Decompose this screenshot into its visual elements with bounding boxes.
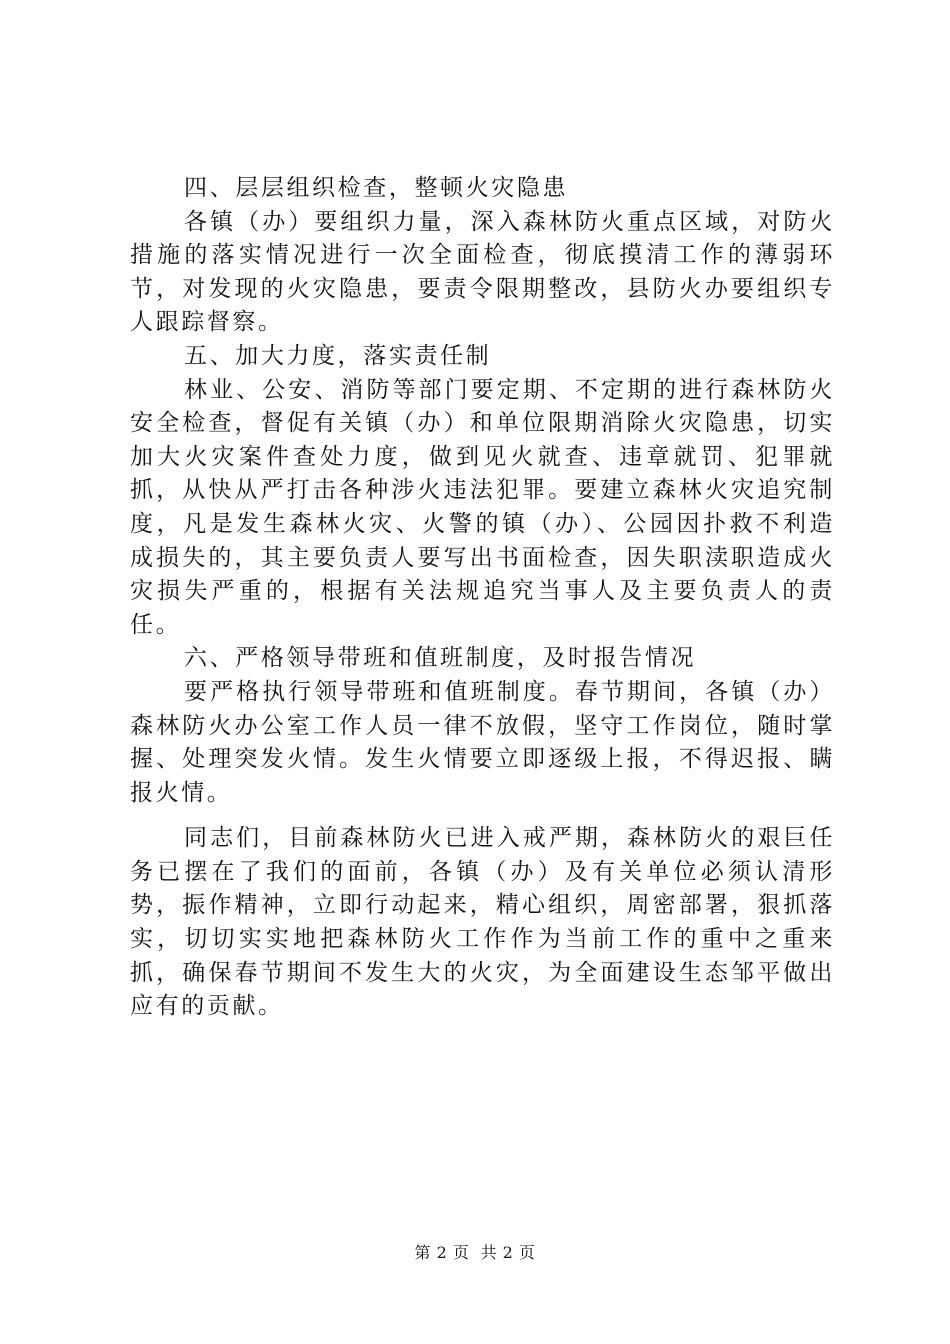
page-footer — [0, 1243, 950, 1263]
document-body — [130, 172, 835, 1024]
section-heading-4: 四、层层组织检查，整顿火灾隐患 — [184, 175, 569, 201]
paragraph-duty-system: 要严格执行领导带班和值班制度。春节期间，各镇（办）森林防火办公室工作人员一律不放假，坚守工作岗位，随时掌握、处理突发火情。发生火情要立即逐级上报，不得迟报、瞒报火情。 — [130, 678, 835, 806]
section-heading-5: 五、加大力度，落实责任制 — [184, 342, 492, 369]
paragraph-responsibility: 林业、公安、消防等部门要定期、不定期的进行森林防火安全检查，督促有关镇（办）和单位限期消除火灾隐患，切实加大火灾案件查处力度，做到见火就查、违章就罚、犯罪就抓，从快从严打击各种涉火违法犯罪。要建立森林火灾追究制度，凡是发生森林火灾、火警的镇（办）、公园因扑救不利造成损失的，其主要负责人要写出书面检查，因失职渎职造成火灾损失严重的，根据有关法规追究当事人及主要负责人的责任。 — [130, 376, 835, 638]
paragraph-inspection: 各镇（办）要组织力量，深入森林防火重点区域，对防火措施的落实情况进行一次全面检查，彻底摸清工作的薄弱环节，对发现的火灾隐患，要责令限期整改，县防火办要组织专人跟踪督察。 — [130, 208, 835, 336]
paragraph-closing: 同志们，目前森林防火已进入戒严期，森林防火的艰巨任务已摆在了我们的面前，各镇（办）及有关单位必须认清形势，振作精神，立即行动起来，精心组织，周密部署，狠抓落实，切切实实地把森林防火工作作为当前工作的重中之重来抓，确保春节期间不发生大的火灾，为全面建设生态邹平做出应有的贡献。 — [130, 825, 835, 1020]
section-heading-6: 六、严格领导带班和值班制度，及时报告情况 — [184, 645, 697, 672]
page-number: 第 2 页 共 2 页 — [414, 1243, 536, 1262]
